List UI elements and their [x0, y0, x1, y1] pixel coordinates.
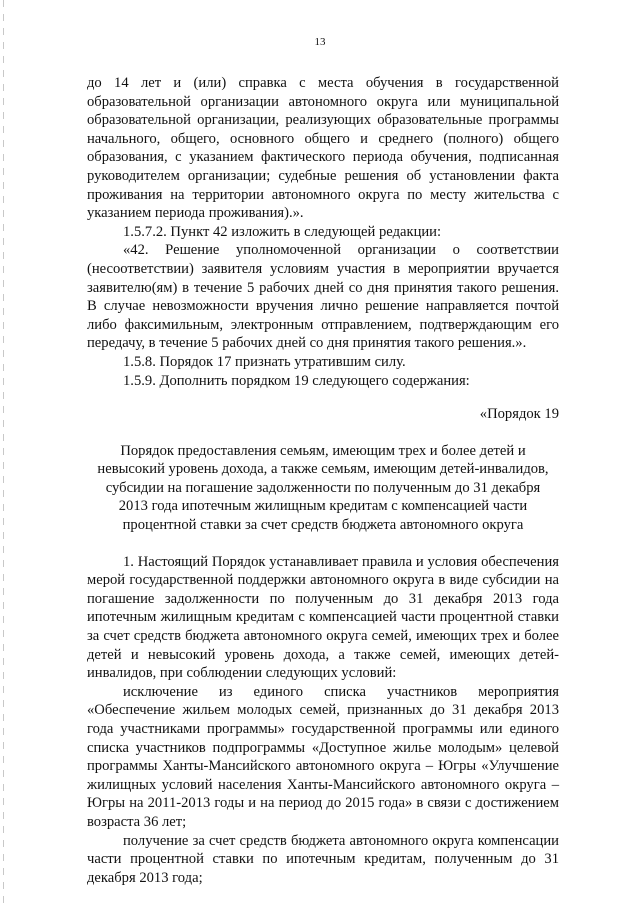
document-body [87, 74, 559, 887]
paragraph-item-1-5-9: 1.5.9. Дополнить порядком 19 следующего содержания: [123, 372, 470, 389]
paragraph-condition-2: получение за счет средств бюджета автономного округа компенсации части процентной ставки по ипотечным кредитам, полученным до 31 декабря 2013 года; [87, 832, 559, 886]
appendix-label: «Порядок 19 [479, 406, 559, 423]
section-title: Порядок предоставления семьям, имеющим трех и более детей и невысокий уровень дохода, а также семьям, имеющим детей-инвалидов, субсидии на погашение задолженности по полученным до 31 декабря 2013 года ипотечным жилищным кредитам с компенсацией части процентной ставки за счет средств бюджета автономного округа [97, 442, 549, 534]
scan-edge-line [3, 0, 4, 905]
page-number: 13 [314, 36, 326, 48]
paragraph-continuation: до 14 лет и (или) справка с места обучения в государственной образовательной организации автономного округа или муниципальной образовательной организации, реализующих образовательные программы начального, общего, основного общего и среднего (полного) общего образования, с указанием фактического периода обучения, подписанная руководителем организации; судебные решения об установлении факта проживания на территории автономного округа по месту жительства с указанием периода проживания).». [87, 75, 559, 222]
paragraph-clause-1: 1. Настоящий Порядок устанавливает правила и условия обеспечения мерой государственной поддержки автономного округа в виде субсидии на погашение задолженности по полученным до 31 декабря 2013 года ипотечным жилищным кредитам с компенсацией части процентной ставки за счет средств бюджета автономного округа семей, имеющих трех и более детей и невысокий уровень дохода, а также семей, имеющих детей-инвалидов, при соблюдении следующих условий: [87, 553, 559, 682]
paragraph-condition-1: исключение из единого списка участников мероприятия «Обеспечение жильем молодых семей, признанных до 31 декабря 2013 года участниками программы» государственной программы или единого списка участников подпрограммы «Доступное жилье молодым» целевой программы Ханты-Мансийского автономного округа – Югры «Улучшение жилищных условий населения Ханты-Мансийского автономного округа – Югры на 2011-2013 годы и на период до 2015 года» в связи с достижением возраста 36 лет; [87, 683, 559, 830]
paragraph-item-1-5-8: 1.5.8. Порядок 17 признать утратившим силу. [123, 353, 406, 370]
paragraph-item-42: «42. Решение уполномоченной организации о соответствии (несоответствии) заявителя условиям участия в мероприятии вручается заявителю(ям) в течение 5 рабочих дней со дня принятия такого решения. В случае невозможности вручения лично решение направляется почтой либо факсимильным, электронным отправлением, подтверждающим его передачу, в течение 5 рабочих дней со дня принятия такого решения.». [87, 242, 559, 352]
paragraph-item-1-5-7-2: 1.5.7.2. Пункт 42 изложить в следующей редакции: [123, 223, 442, 240]
